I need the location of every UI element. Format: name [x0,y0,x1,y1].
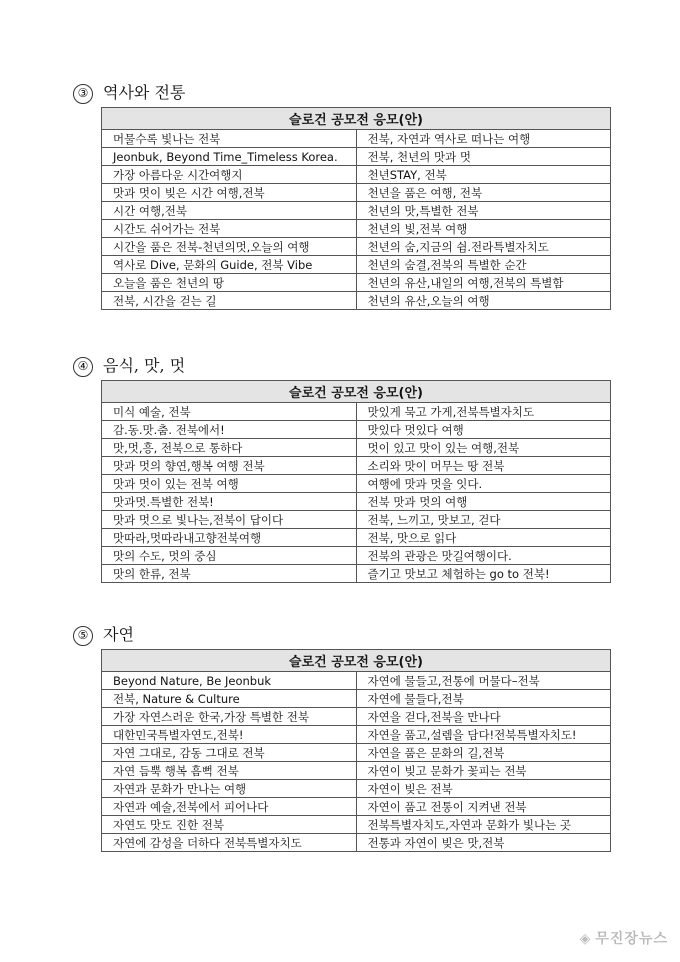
slogan-cell-right: 천년의 숨결,전북의 특별한 순간 [356,256,611,274]
table-header: 슬로건 공모전 응모(안) [102,650,611,672]
slogan-cell-right: 전북특별자치도,자연과 문화가 빛나는 곳 [356,816,611,834]
slogan-cell-left: 자연과 문화가 만나는 여행 [102,780,357,798]
slogan-cell-right: 전북, 천년의 맛과 멋 [356,148,611,166]
slogan-cell-left: 시간을 품은 전북-천년의멋,오늘의 여행 [102,238,357,256]
slogan-cell-left: 자연도 맛도 진한 전북 [102,816,357,834]
slogan-cell-right: 전북 맛과 멋의 여행 [356,493,611,511]
slogan-cell-right: 여행에 맛과 멋을 잇다. [356,475,611,493]
table-header: 슬로건 공모전 응모(안) [102,381,611,403]
slogan-table [101,649,611,852]
table-row [102,184,611,202]
section-title: 자연 [103,625,134,644]
table-row [102,744,611,762]
table-row [102,816,611,834]
table-row [102,690,611,708]
slogan-cell-right: 전북, 느끼고, 맛보고, 걷다 [356,511,611,529]
slogan-cell-left: 자연 듬뿍 행복 흠뻑 전북 [102,762,357,780]
table-row [102,780,611,798]
table-row [102,130,611,148]
slogan-cell-left: 자연과 예술,전북에서 피어나다 [102,798,357,816]
slogan-cell-right: 자연에 물들다,전북 [356,690,611,708]
slogan-cell-left: 전북, 시간을 걷는 길 [102,292,357,310]
slogan-cell-right: 천년의 맛,특별한 전북 [356,202,611,220]
table-body [102,403,611,583]
table-header: 슬로건 공모전 응모(안) [102,108,611,130]
slogan-cell-left: 미식 예술, 전북 [102,403,357,421]
slogan-cell-left: 감.동.맛.춤. 전북에서! [102,421,357,439]
slogan-cell-right: 자연이 빚고 문화가 꽃피는 전북 [356,762,611,780]
slogan-cell-left: 맛과 멋으로 빛나는,전북이 답이다 [102,511,357,529]
table-row [102,834,611,852]
table-row [102,493,611,511]
section-title: 음식, 맛, 멋 [103,356,186,375]
table-row [102,798,611,816]
table-row [102,475,611,493]
slogan-cell-left: 자연 그대로, 감동 그대로 전북 [102,744,357,762]
slogan-cell-right: 자연을 품은 문화의 길,전북 [356,744,611,762]
table-row [102,547,611,565]
slogan-cell-left: 맛의 한류, 전북 [102,565,357,583]
section-heading [73,80,185,104]
slogan-cell-right: 전통과 자연이 빚은 맛,전북 [356,834,611,852]
watermark-text: 무진장뉴스 [595,931,668,947]
slogan-cell-right: 천년의 빛,전북 여행 [356,220,611,238]
slogan-cell-right: 천년의 유산,내일의 여행,전북의 특별함 [356,274,611,292]
slogan-cell-right: 자연이 품고 전통이 지켜낸 전북 [356,798,611,816]
slogan-cell-left: 머물수록 빛나는 전북 [102,130,357,148]
slogan-cell-left: 대한민국특별자연도,전북! [102,726,357,744]
table-row [102,726,611,744]
slogan-cell-left: 가장 자연스러운 한국,가장 특별한 전북 [102,708,357,726]
slogan-cell-right: 천년의 유산,오늘의 여행 [356,292,611,310]
slogan-cell-right: 자연이 빚은 전북 [356,780,611,798]
slogan-cell-left: 역사로 Dive, 문화의 Guide, 전북 Vibe [102,256,357,274]
slogan-cell-left: 시간 여행,전북 [102,202,357,220]
slogan-cell-left: 전북, Nature & Culture [102,690,357,708]
table-body [102,672,611,852]
table-row [102,148,611,166]
slogan-cell-right: 전북, 맛으로 읽다 [356,529,611,547]
slogan-cell-left: 오늘을 품은 천년의 땅 [102,274,357,292]
table-row [102,421,611,439]
slogan-cell-right: 자연에 물들고,전통에 머물다–전북 [356,672,611,690]
section-heading [73,622,134,646]
slogan-cell-right: 즐기고 맛보고 체험하는 go to 전북! [356,565,611,583]
slogan-cell-left: 맛과 멋이 빚은 시간 여행,전북 [102,184,357,202]
slogan-cell-right: 천년STAY, 전북 [356,166,611,184]
slogan-cell-right: 천년의 숨,지금의 쉼.전라특별자치도 [356,238,611,256]
slogan-cell-right: 천년을 품은 여행, 전북 [356,184,611,202]
slogan-cell-right: 자연을 품고,설렘을 담다!전북특별자치도! [356,726,611,744]
table-row [102,457,611,475]
table-row [102,220,611,238]
section-number: ⑤ [73,626,93,646]
slogan-table [101,380,611,583]
slogan-cell-left: 자연에 감성을 더하다 전북특별자치도 [102,834,357,852]
slogan-cell-left: Beyond Nature, Be Jeonbuk [102,672,357,690]
section-title: 역사와 전통 [103,83,186,102]
slogan-cell-left: 가장 아름다운 시간여행지 [102,166,357,184]
slogan-cell-right: 전북의 관광은 맛길여행이다. [356,547,611,565]
slogan-cell-right: 맛있게 묵고 가게,전북특별자치도 [356,403,611,421]
slogan-cell-right: 맛있다 멋있다 여행 [356,421,611,439]
slogan-cell-left: 맛과 멋이 있는 전북 여행 [102,475,357,493]
slogan-cell-left: Jeonbuk, Beyond Time_Timeless Korea. [102,148,357,166]
slogan-cell-left: 맛,멋,흥, 전북으로 통하다 [102,439,357,457]
table-row [102,238,611,256]
slogan-cell-right: 멋이 있고 맛이 있는 여행,전북 [356,439,611,457]
section-number: ④ [73,357,93,377]
slogan-table [101,107,611,310]
logo-icon: ◈ [579,931,592,947]
table-row [102,708,611,726]
slogan-cell-right: 자연을 걷다,전북을 만나다 [356,708,611,726]
slogan-cell-left: 맛과멋.특별한 전북! [102,493,357,511]
slogan-cell-left: 맛과 멋의 향연,행복 여행 전북 [102,457,357,475]
slogan-cell-left: 맛의 수도, 멋의 중심 [102,547,357,565]
table-row [102,202,611,220]
table-row [102,256,611,274]
table-body [102,130,611,310]
table-row [102,439,611,457]
table-row [102,762,611,780]
slogan-cell-right: 소리와 맛이 머무는 땅 전북 [356,457,611,475]
section-heading [73,353,185,377]
watermark-logo [580,928,668,948]
table-row [102,274,611,292]
table-row [102,292,611,310]
table-row [102,565,611,583]
slogan-cell-left: 맛따라,멋따라내고향전북여행 [102,529,357,547]
table-row [102,672,611,690]
slogan-cell-right: 전북, 자연과 역사로 떠나는 여행 [356,130,611,148]
table-row [102,529,611,547]
table-row [102,166,611,184]
slogan-cell-left: 시간도 쉬어가는 전북 [102,220,357,238]
table-row [102,403,611,421]
table-row [102,511,611,529]
section-number: ③ [73,84,93,104]
